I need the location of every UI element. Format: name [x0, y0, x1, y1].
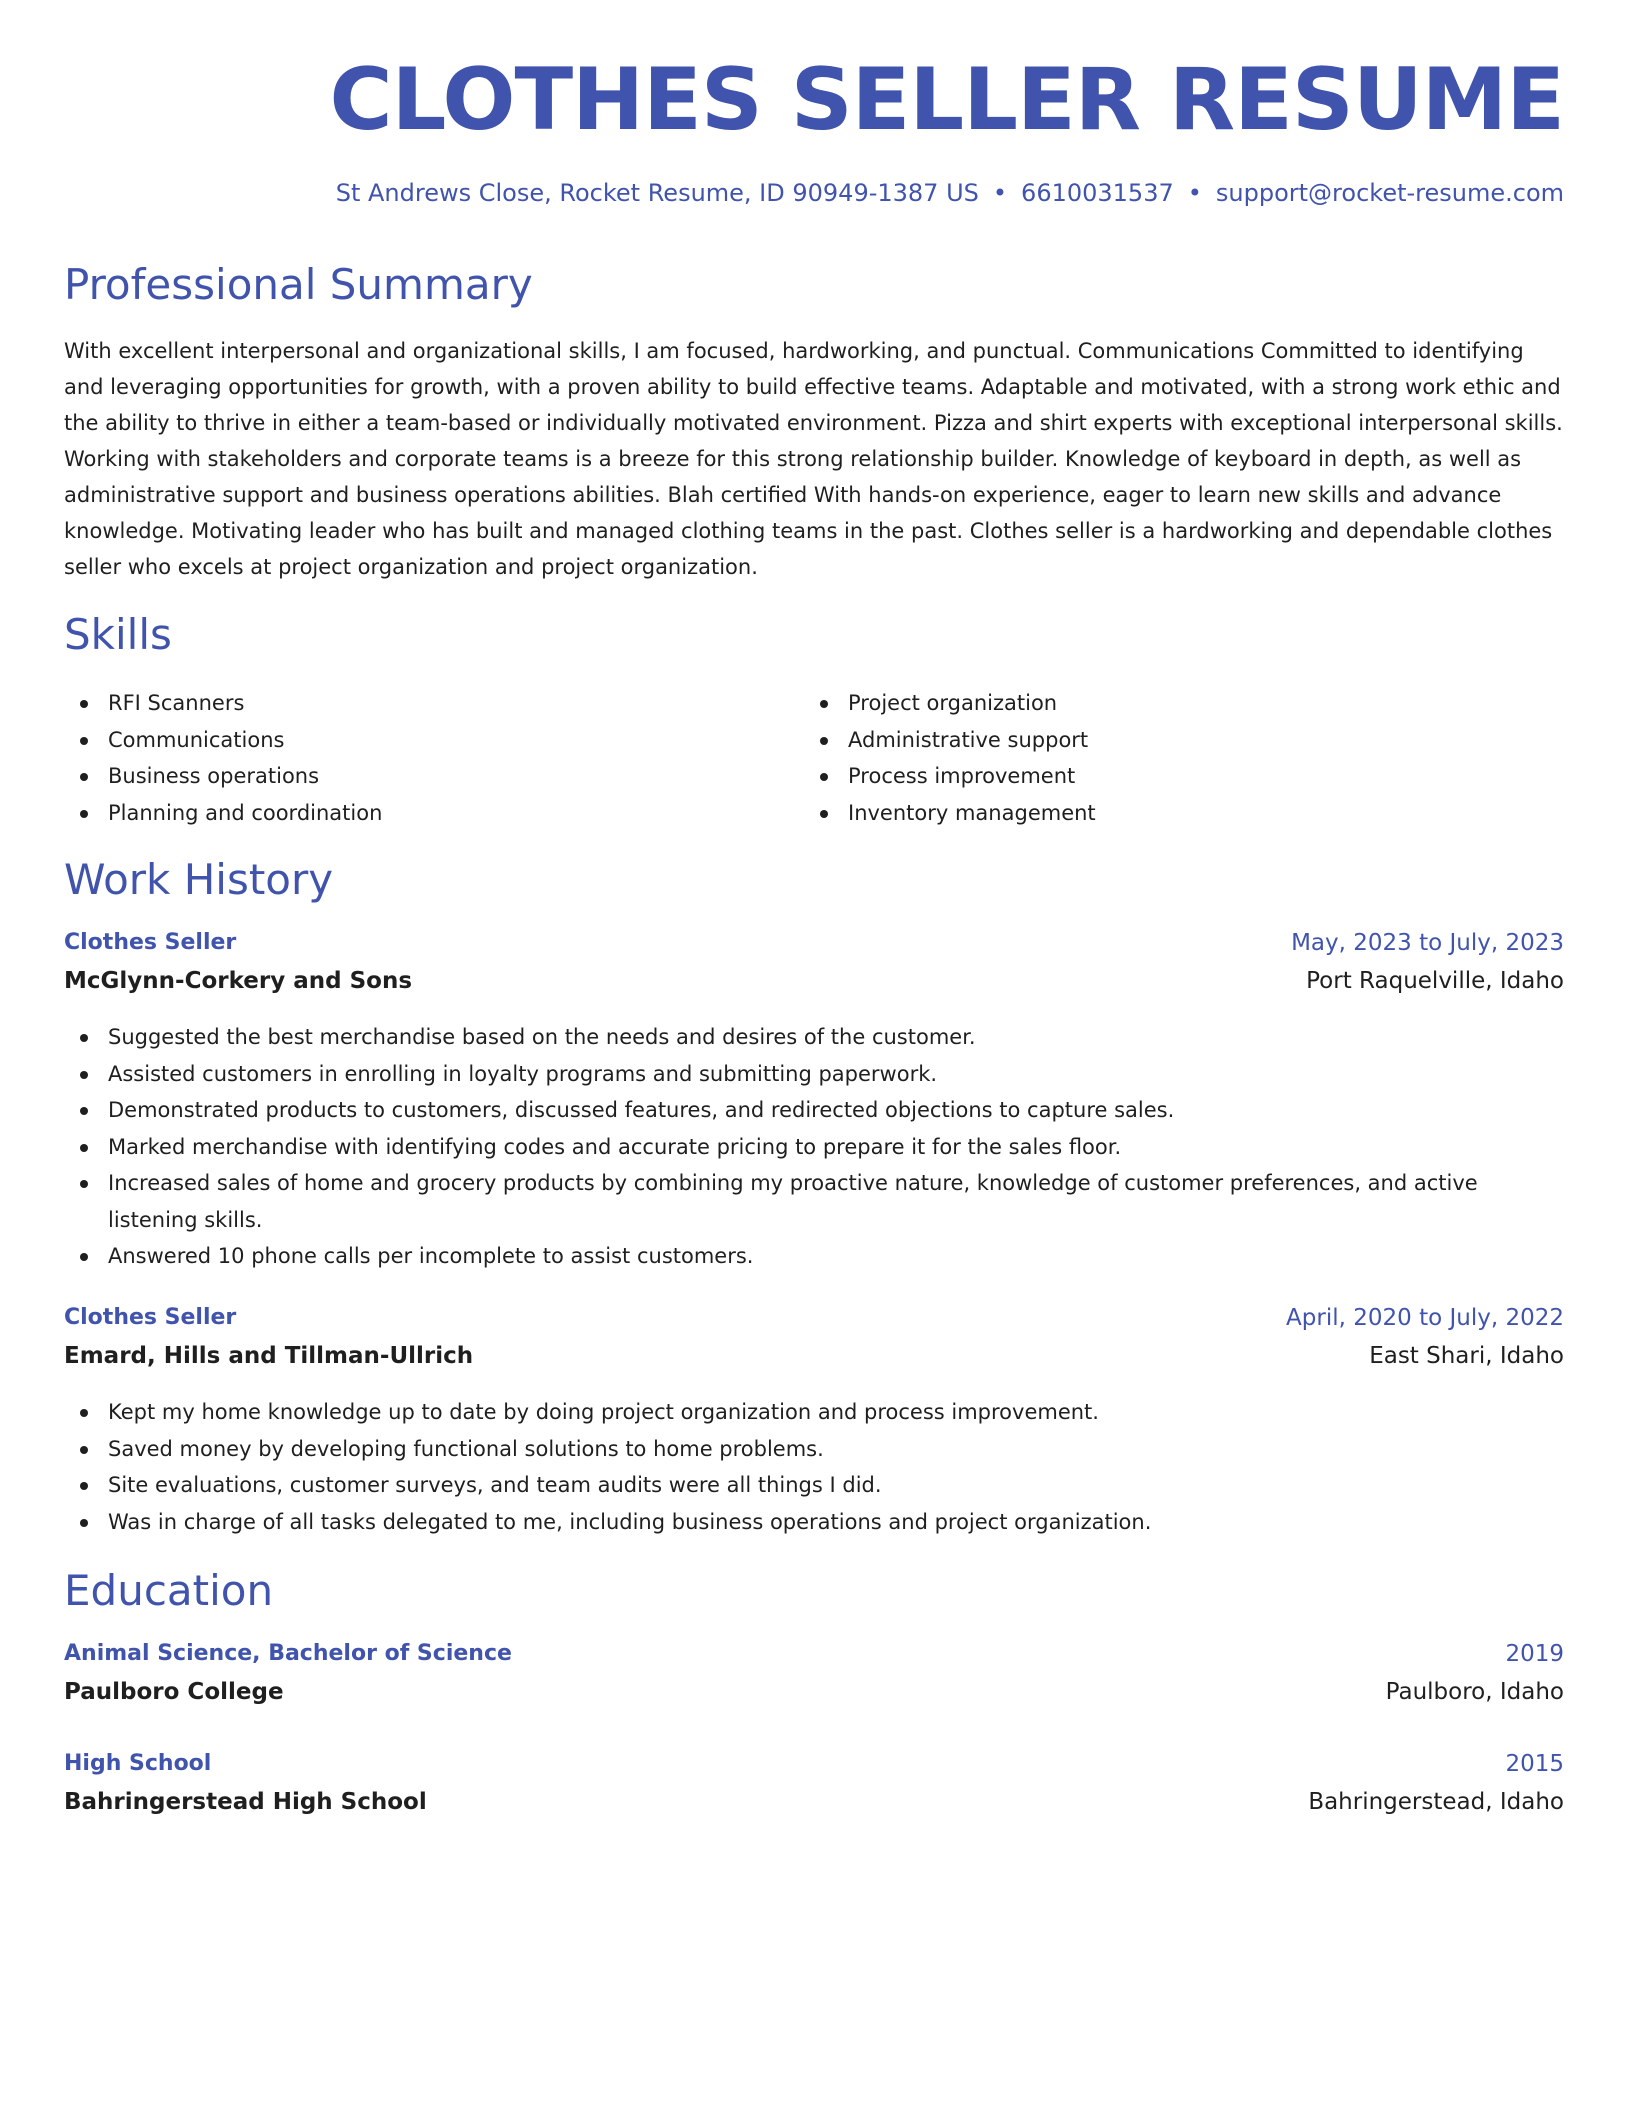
- skills-heading: Skills: [64, 610, 172, 659]
- contact-email[interactable]: support@rocket-resume.com: [1215, 179, 1564, 207]
- skill-item: RFI Scanners: [64, 685, 804, 722]
- job-company: Emard, Hills and Tillman-Ullrich: [64, 1343, 474, 1369]
- job-location: East Shari, Idaho: [1369, 1343, 1564, 1369]
- job-bullet: Was in charge of all tasks delegated to me, including business operations and project organization.: [64, 1504, 1564, 1541]
- education-year: 2019: [1505, 1641, 1564, 1667]
- resume-page: [64, 50, 1564, 1950]
- job-title-row: [64, 1303, 1564, 1333]
- contact-phone: 6610031537: [1021, 179, 1174, 207]
- education-title-row: [64, 1639, 1564, 1669]
- education-school: Bahringerstead High School: [64, 1789, 427, 1815]
- education-title-row: [64, 1749, 1564, 1779]
- summary-heading: Professional Summary: [64, 260, 533, 309]
- job-company: McGlynn-Corkery and Sons: [64, 968, 413, 994]
- education-degree: High School: [64, 1751, 212, 1776]
- skill-item: Administrative support: [804, 722, 1544, 759]
- job-bullet: Increased sales of home and grocery products by combining my proactive nature, knowledge of customer preferences, and active listening skills.: [64, 1165, 1564, 1238]
- job-title-row: [64, 928, 1564, 958]
- job-bullet: Marked merchandise with identifying codes and accurate pricing to prepare it for the sales floor.: [64, 1129, 1564, 1166]
- skills-column-left: [64, 685, 804, 831]
- job-bullet: Demonstrated products to customers, discussed features, and redirected objections to capture sales.: [64, 1092, 1564, 1129]
- summary-text: With excellent interpersonal and organizational skills, I am focused, hardworking, and punctual. Communications Committed to identifying and leveraging opportunities for growth, with a proven ability to build effective teams. Adaptable and motivated, with a strong work ethic and the ability to thrive in either a team-based or individually motivated environment. Pizza and shirt experts with exceptional interpersonal skills. Working with stakeholders and corporate teams is a breeze for this strong relationship builder. Knowledge of keyboard in depth, as well as administrative support and business operations abilities. Blah certified With hands-on experience, eager to learn new skills and advance knowledge. Motivating leader who has built and managed clothing teams in the past. Clothes seller is a hardworking and dependable clothes seller who excels at project organization and project organization.: [64, 339, 1563, 579]
- job-dates: April, 2020 to July, 2022: [1286, 1305, 1564, 1331]
- job-company-row: [64, 966, 1564, 996]
- skill-item: Planning and coordination: [64, 795, 804, 832]
- resume-title: CLOTHES SELLER RESUME: [329, 50, 1564, 150]
- job-bullet: Assisted customers in enrolling in loyalty programs and submitting paperwork.: [64, 1056, 1564, 1093]
- work-heading: Work History: [64, 855, 334, 904]
- education-degree: Animal Science, Bachelor of Science: [64, 1641, 512, 1666]
- job-bullet: Saved money by developing functional solutions to home problems.: [64, 1431, 1564, 1468]
- job-company-row: [64, 1341, 1564, 1371]
- skill-item: Business operations: [64, 758, 804, 795]
- education-location: Bahringerstead, Idaho: [1308, 1789, 1564, 1815]
- job-location: Port Raquelville, Idaho: [1306, 968, 1564, 994]
- job-role: Clothes Seller: [64, 930, 237, 955]
- education-heading: Education: [64, 1566, 274, 1615]
- contact-separator: •: [1187, 179, 1202, 207]
- skills-column-right: [804, 685, 1544, 831]
- job-bullets: [64, 1394, 1564, 1540]
- education-school-row: [64, 1677, 1564, 1707]
- job-dates: May, 2023 to July, 2023: [1291, 930, 1564, 956]
- job-bullet: Site evaluations, customer surveys, and team audits were all things I did.: [64, 1467, 1564, 1504]
- job-bullet: Suggested the best merchandise based on the needs and desires of the customer.: [64, 1019, 1564, 1056]
- job-bullet: Answered 10 phone calls per incomplete to assist customers.: [64, 1238, 1564, 1275]
- job-bullets: [64, 1019, 1564, 1275]
- education-location: Paulboro, Idaho: [1385, 1679, 1564, 1705]
- contact-address: St Andrews Close, Rocket Resume, ID 90949-1387 US: [335, 179, 979, 207]
- contact-separator: •: [992, 179, 1008, 207]
- education-year: 2015: [1505, 1751, 1564, 1777]
- education-school: Paulboro College: [64, 1679, 284, 1705]
- skill-item: Project organization: [804, 685, 1544, 722]
- skill-item: Inventory management: [804, 795, 1544, 832]
- job-role: Clothes Seller: [64, 1305, 237, 1330]
- skill-item: Communications: [64, 722, 804, 759]
- skills-list: [64, 685, 1564, 831]
- contact-line: [336, 178, 1564, 208]
- job-bullet: Kept my home knowledge up to date by doing project organization and process improvement.: [64, 1394, 1564, 1431]
- education-school-row: [64, 1787, 1564, 1817]
- skill-item: Process improvement: [804, 758, 1544, 795]
